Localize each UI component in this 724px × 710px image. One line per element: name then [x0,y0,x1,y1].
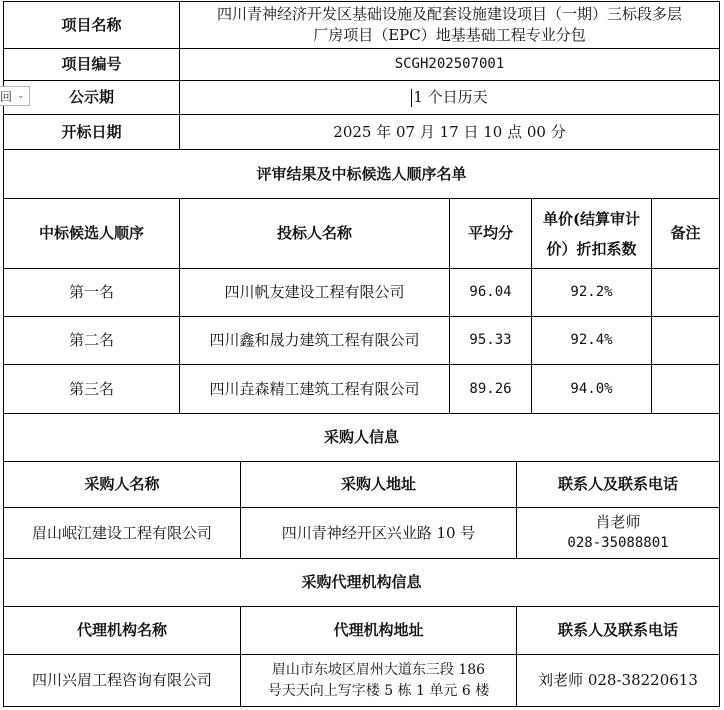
widget-label: 回 [0,89,13,104]
open-date-value [180,115,720,150]
project-code-label-text: 项目编号 [61,55,122,73]
agency-address [241,655,517,707]
project-name-label-text: 项目名称 [61,15,122,34]
purchaser-contact-phone: 028-35088801 [567,535,669,551]
row2-avg: 95.33 [469,332,512,348]
agency-header-address [241,607,517,655]
agency-header-name-text: 代理机构名称 [76,621,167,639]
row3-avg: 89.26 [469,380,512,397]
agency-header-contact-text: 联系人及联系电话 [557,621,678,639]
project-name-value [180,2,720,49]
purchaser-header-name [4,462,241,508]
header-order-text: 中标候选人顺序 [38,224,144,242]
agency-section-title-text: 采购代理机构信息 [301,573,422,591]
header-remark [652,199,720,269]
header-avg-text: 平均分 [467,224,513,242]
header-order [4,199,180,269]
project-name-line2: 厂房项目（EPC）地基基础工程专业分包 [313,26,586,44]
open-date-text: 2025 年 07 月 17 日 10 点 00 分 [333,122,566,141]
row3-order: 第三名 [68,379,114,398]
table-row-rate [532,365,652,414]
project-name-label [4,2,180,49]
header-bidder-text: 投标人名称 [276,224,352,242]
text-cursor [411,89,412,107]
row2-rate: 92.4% [570,332,613,348]
agency-header-address-text: 代理机构地址 [333,621,424,639]
row1-avg: 96.04 [469,284,512,300]
header-price-line1: 单价(结算审计 [542,209,641,228]
purchaser-section-title [4,414,720,462]
table-row-bidder [180,269,450,317]
result-section-title-text: 评审结果及中标候选人顺序名单 [256,164,467,183]
row1-bidder: 四川帆友建设工程有限公司 [224,283,405,301]
table-row-bidder [180,317,450,365]
header-price [532,199,652,269]
table-row-bidder [180,365,450,414]
table-row-order [4,269,180,317]
agency-header-name [4,607,241,655]
purchaser-header-contact [517,462,720,508]
purchaser-header-address-text: 采购人地址 [340,475,416,493]
agency-name-text: 四川兴眉工程咨询有限公司 [31,671,212,689]
period-value-text: 1 个日历天 [413,88,488,106]
purchaser-name [4,508,241,559]
purchaser-name-text: 眉山岷江建设工程有限公司 [31,523,212,542]
row3-rate: 94.0% [570,380,613,397]
table-row-order [4,365,180,414]
table-row-remark [652,365,720,414]
row2-order: 第二名 [68,331,114,349]
table-row-remark [652,269,720,317]
header-remark-text: 备注 [670,224,701,242]
result-section-title [4,150,720,199]
period-value[interactable] [180,81,720,115]
purchaser-address [241,508,517,559]
inline-control-widget[interactable] [0,86,30,106]
table-row-avg [450,317,532,365]
period-label-text: 公示期 [68,88,114,106]
period-label [4,81,180,115]
header-avg [450,199,532,269]
table-row-rate [532,317,652,365]
project-code-value [180,49,720,81]
table-row-avg [450,365,532,414]
table-row-avg [450,269,532,317]
row1-order: 第一名 [68,283,114,301]
header-price-line2: 价）折扣系数 [546,239,637,258]
open-date-label [4,115,180,150]
purchaser-contact-person: 肖老师 [595,513,641,531]
row2-bidder: 四川鑫和晟力建筑工程有限公司 [209,331,420,349]
table-row-rate [532,269,652,317]
agency-section-title [4,559,720,607]
purchaser-header-contact-text: 联系人及联系电话 [557,475,678,493]
purchaser-contact [517,508,720,559]
purchaser-header-name-text: 采购人名称 [84,475,160,493]
agency-contact-text: 刘老师 028-38220613 [538,671,698,689]
table-row-order [4,317,180,365]
purchaser-header-address [241,462,517,508]
agency-header-contact [517,607,720,655]
project-name-line1: 四川青神经济开发区基础设施及配套设施建设项目（一期）三标段多层 [216,5,682,23]
agency-contact [517,655,720,707]
agency-address-line2: 号天天向上写字楼 5 栋 1 单元 6 楼 [267,682,490,699]
header-bidder [180,199,450,269]
announcement-table [3,1,720,707]
purchaser-section-title-text: 采购人信息 [323,428,399,446]
project-code-text: SCGH202507001 [394,56,505,72]
open-date-label-text: 开标日期 [61,122,122,141]
project-code-label [4,49,180,81]
agency-address-line1: 眉山市东坡区眉州大道东三段 186 [271,661,486,678]
chevron-down-icon[interactable]: ⌄ [17,91,25,101]
agency-name [4,655,241,707]
table-row-remark [652,317,720,365]
purchaser-address-text: 四川青神经开区兴业路 10 号 [281,523,476,542]
row3-bidder: 四川垚森精工建筑工程有限公司 [209,379,420,398]
row1-rate: 92.2% [570,284,613,300]
